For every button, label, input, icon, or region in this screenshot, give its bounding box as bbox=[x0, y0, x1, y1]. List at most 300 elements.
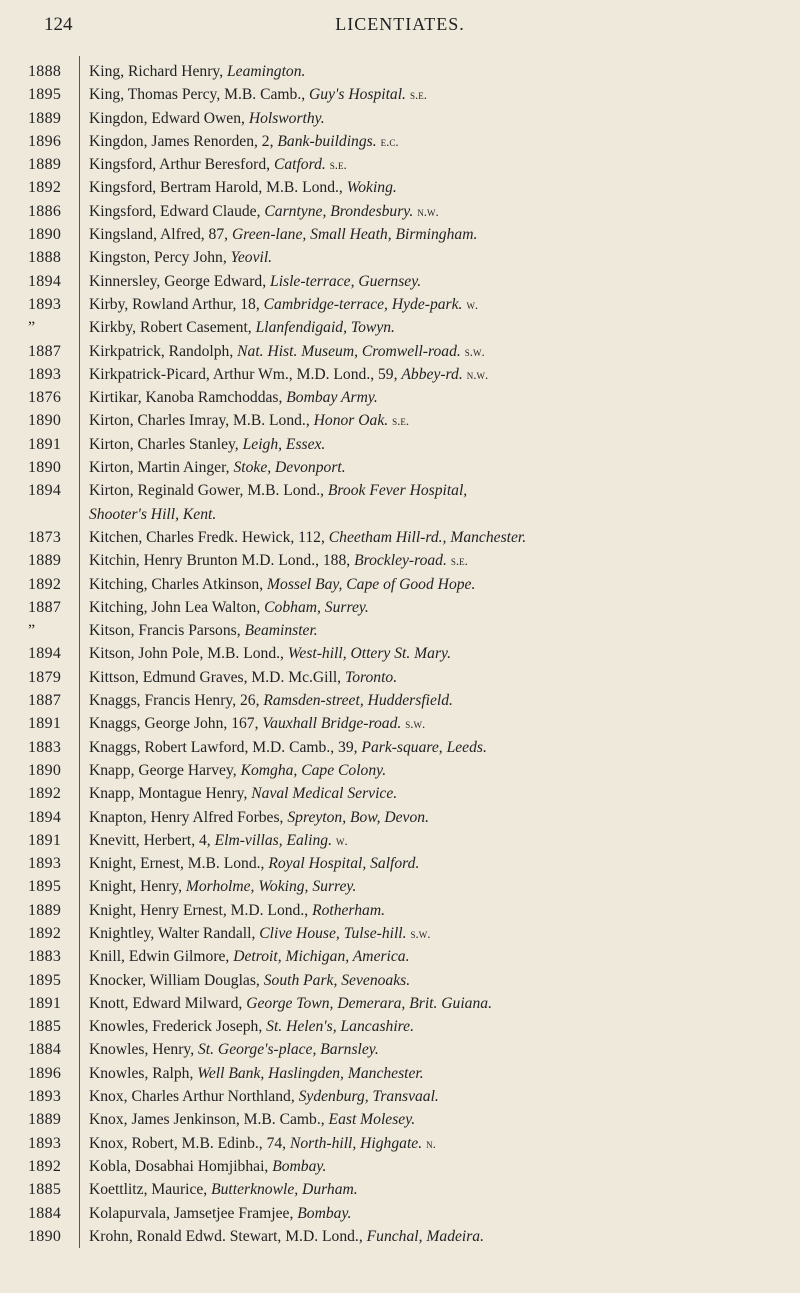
list-item bbox=[0, 1225, 800, 1248]
entry-text bbox=[89, 1202, 779, 1225]
list-item bbox=[0, 363, 800, 386]
entry-year: 1892 bbox=[28, 924, 62, 942]
entry-name: Kittson, Edmund Graves, M.D. Mc.Gill, bbox=[89, 668, 345, 686]
page-number: 124 bbox=[44, 14, 73, 35]
entry-text bbox=[89, 736, 779, 759]
entry-year-cell bbox=[0, 1038, 72, 1061]
entry-place: Stoke, Devonport. bbox=[233, 459, 346, 477]
entry-year: 1892 bbox=[28, 575, 62, 593]
entry-place: Toronto. bbox=[344, 668, 398, 686]
entry-name: Knaggs, Francis Henry, 26, bbox=[89, 692, 264, 710]
entry-year-cell bbox=[0, 759, 72, 782]
list-item bbox=[0, 875, 800, 898]
entry-district: e.c. bbox=[380, 133, 399, 149]
entry-text bbox=[89, 712, 779, 735]
entry-place: Butterknowle, Durham. bbox=[211, 1181, 358, 1199]
entry-text bbox=[89, 270, 779, 293]
entry-district: w. bbox=[335, 832, 348, 848]
list-item bbox=[0, 922, 800, 945]
list-item bbox=[0, 573, 800, 596]
entry-text bbox=[89, 316, 779, 339]
entry-year: 1889 bbox=[28, 901, 62, 919]
entry-year: 1895 bbox=[28, 971, 62, 989]
entry-text bbox=[89, 107, 779, 130]
entry-place: Woking. bbox=[346, 179, 397, 197]
list-item bbox=[0, 223, 800, 246]
entry-name: Knill, Edwin Gilmore, bbox=[89, 948, 234, 966]
entry-place: Park-square, Leeds. bbox=[361, 738, 487, 756]
entry-year-cell bbox=[0, 363, 72, 386]
entry-year-cell bbox=[0, 409, 72, 432]
entry-year: 1879 bbox=[28, 668, 62, 686]
entry-year: 1889 bbox=[28, 1111, 62, 1129]
entry-district: s.e. bbox=[450, 553, 468, 569]
entry-year-cell bbox=[0, 712, 72, 735]
entry-name: Knott, Edward Milward, bbox=[89, 994, 247, 1012]
entry-text bbox=[89, 759, 779, 782]
entry-year: 1891 bbox=[28, 831, 62, 849]
entry-place: Well Bank, Haslingden, Manchester. bbox=[197, 1064, 424, 1082]
entry-year: 1896 bbox=[28, 1064, 62, 1082]
entry-name: Kirton, Martin Ainger, bbox=[89, 459, 234, 477]
entry-name: Knapp, Montague Henry, bbox=[89, 785, 252, 803]
list-item bbox=[0, 992, 800, 1015]
entry-year-cell bbox=[0, 293, 72, 316]
entry-year-cell bbox=[0, 1132, 72, 1155]
entry-place: Detroit, Michigan, America. bbox=[233, 948, 410, 966]
running-title: LICENTIATES. bbox=[335, 14, 465, 34]
entry-name: Kirton, Charles Stanley, bbox=[89, 435, 243, 453]
entry-place: North-hill, Highgate. bbox=[289, 1134, 423, 1152]
entry-text bbox=[89, 409, 779, 432]
entry-year-cell bbox=[0, 60, 72, 83]
entry-district: s.e. bbox=[409, 87, 427, 103]
entry-name: Knowles, Henry, bbox=[89, 1041, 198, 1059]
list-item bbox=[0, 852, 800, 875]
entry-text bbox=[89, 899, 779, 922]
entry-name: Knaggs, George John, 167, bbox=[89, 715, 263, 733]
entry-name: Kingsland, Alfred, 87, bbox=[89, 226, 232, 244]
entry-district: w. bbox=[466, 296, 479, 312]
entry-year-cell bbox=[0, 130, 72, 153]
entry-year-cell bbox=[0, 852, 72, 875]
entry-year-cell bbox=[0, 83, 72, 106]
entry-year-cell bbox=[0, 782, 72, 805]
entry-text bbox=[89, 689, 779, 712]
entry-text bbox=[89, 1085, 779, 1108]
list-item bbox=[0, 1202, 800, 1225]
entry-text bbox=[89, 293, 779, 316]
entry-district: s.e. bbox=[392, 413, 410, 429]
entry-year-cell bbox=[0, 479, 72, 502]
entry-year: 1883 bbox=[28, 948, 62, 966]
entry-year-cell bbox=[0, 153, 72, 176]
entry-year-cell bbox=[0, 875, 72, 898]
list-item bbox=[0, 1132, 800, 1155]
entry-place: Leigh, Essex. bbox=[242, 435, 326, 453]
entry-year: 1893 bbox=[28, 1088, 62, 1106]
entry-district: s.w. bbox=[405, 716, 426, 732]
entry-place: Holsworthy. bbox=[248, 109, 325, 127]
entry-year: 1894 bbox=[28, 808, 62, 826]
entry-year: 1889 bbox=[28, 109, 62, 127]
entry-text bbox=[89, 852, 779, 875]
entry-year: 1893 bbox=[28, 295, 62, 313]
entry-year: 1887 bbox=[28, 342, 62, 360]
list-item bbox=[0, 246, 800, 269]
list-item bbox=[0, 829, 800, 852]
list-item bbox=[0, 456, 800, 479]
entry-text bbox=[89, 782, 779, 805]
entry-year: 1889 bbox=[28, 156, 62, 174]
entry-place: Cheetham Hill-rd., Manchester. bbox=[328, 528, 527, 546]
list-item bbox=[0, 666, 800, 689]
list-item bbox=[0, 1155, 800, 1178]
list-item bbox=[0, 1015, 800, 1038]
list-item bbox=[0, 130, 800, 153]
list-item bbox=[0, 433, 800, 456]
entry-text bbox=[89, 829, 779, 852]
list-item bbox=[0, 270, 800, 293]
list-item bbox=[0, 549, 800, 572]
entry-name: Kingsford, Bertram Harold, M.B. Lond., bbox=[89, 179, 347, 197]
list-item bbox=[0, 899, 800, 922]
entry-district: n.w. bbox=[466, 366, 489, 382]
list-item bbox=[0, 1062, 800, 1085]
entry-year-cell bbox=[0, 386, 72, 409]
entry-year: 1895 bbox=[28, 878, 62, 896]
list-item bbox=[0, 60, 800, 83]
list-item bbox=[0, 596, 800, 619]
entry-text bbox=[89, 642, 779, 665]
list-item bbox=[0, 969, 800, 992]
list-item bbox=[0, 316, 800, 339]
entry-district: n.w. bbox=[417, 203, 439, 219]
entry-place: Bank-buildings. bbox=[277, 132, 377, 150]
entry-year-cell bbox=[0, 1155, 72, 1178]
entry-name: Koettlitz, Maurice, bbox=[89, 1181, 212, 1199]
entry-year: 1888 bbox=[28, 63, 62, 80]
entry-year-cell bbox=[0, 596, 72, 619]
entry-year-cell bbox=[0, 1015, 72, 1038]
entry-text bbox=[89, 549, 779, 572]
entry-place: Green-lane, Small Heath, Birmingham. bbox=[231, 226, 478, 244]
entry-place-continued: Shooter's Hill, Kent. bbox=[89, 505, 217, 523]
entry-year-cell bbox=[0, 316, 72, 339]
entry-place: Beaminster. bbox=[244, 622, 318, 640]
entry-year-cell bbox=[0, 1062, 72, 1085]
list-item bbox=[0, 689, 800, 712]
entry-year-cell bbox=[0, 806, 72, 829]
entry-text bbox=[89, 945, 779, 968]
list-item bbox=[0, 642, 800, 665]
entry-name: Knocker, William Douglas, bbox=[89, 971, 264, 989]
entry-name: Knight, Ernest, M.B. Lond., bbox=[89, 855, 269, 873]
entry-text bbox=[89, 340, 779, 363]
entry-year-cell bbox=[0, 1225, 72, 1248]
list-item bbox=[0, 107, 800, 130]
entry-name: Krohn, Ronald Edwd. Stewart, M.D. Lond., bbox=[89, 1227, 367, 1245]
entry-year: ” bbox=[28, 622, 36, 640]
entry-place: Bombay Army. bbox=[286, 389, 378, 407]
entry-text bbox=[89, 153, 779, 176]
list-item bbox=[0, 200, 800, 223]
entry-year: 1890 bbox=[28, 459, 62, 477]
list-item bbox=[0, 619, 800, 642]
list-item bbox=[0, 782, 800, 805]
entry-place: Catford. bbox=[273, 156, 326, 174]
entry-name: Knight, Henry Ernest, M.D. Lond., bbox=[89, 901, 313, 919]
entry-year: 1884 bbox=[28, 1041, 62, 1059]
entry-place: Morholme, Woking, Surrey. bbox=[185, 878, 357, 896]
entry-place: Mossel Bay, Cape of Good Hope. bbox=[267, 575, 476, 593]
entry-year: 1893 bbox=[28, 1134, 62, 1152]
entry-year: 1894 bbox=[28, 645, 62, 663]
entry-year-cell bbox=[0, 1085, 72, 1108]
list-item bbox=[0, 83, 800, 106]
entry-year: 1893 bbox=[28, 365, 62, 383]
entry-name: Knapp, George Harvey, bbox=[89, 761, 241, 779]
entry-place: Elm-villas, Ealing. bbox=[214, 831, 332, 849]
entry-place: Cambridge-terrace, Hyde-park. bbox=[263, 295, 463, 313]
list-item bbox=[0, 176, 800, 199]
entry-text bbox=[89, 130, 779, 153]
entry-place: Yeovil. bbox=[230, 249, 273, 267]
entry-name: Kitchen, Charles Fredk. Hewick, 112, bbox=[89, 528, 329, 546]
entry-year: 1890 bbox=[28, 761, 62, 779]
entry-year: 1891 bbox=[28, 435, 62, 453]
entry-year-cell bbox=[0, 1108, 72, 1131]
entry-name: Knight, Henry, bbox=[89, 878, 186, 896]
entry-year: 1890 bbox=[28, 1227, 62, 1245]
entry-year: 1896 bbox=[28, 132, 62, 150]
entry-name: Knaggs, Robert Lawford, M.D. Camb., 39, bbox=[89, 738, 362, 756]
entry-place: Carntyne, Brondesbury. bbox=[264, 202, 414, 220]
entry-district: s.w. bbox=[464, 343, 485, 359]
entry-year: 1891 bbox=[28, 994, 62, 1012]
entry-year-cell bbox=[0, 223, 72, 246]
entry-name: Kitson, Francis Parsons, bbox=[89, 622, 245, 640]
entry-place: Brockley-road. bbox=[354, 552, 447, 570]
entry-place: St. Helen's, Lancashire. bbox=[266, 1018, 414, 1036]
entry-year: 1884 bbox=[28, 1204, 62, 1222]
entry-name: Kirtikar, Kanoba Ramchoddas, bbox=[89, 389, 287, 407]
entry-place: Bombay. bbox=[272, 1157, 327, 1175]
entry-name: Kingsford, Edward Claude, bbox=[89, 202, 265, 220]
entry-year: 1893 bbox=[28, 855, 62, 873]
entry-place: St. George's-place, Barnsley. bbox=[198, 1041, 379, 1059]
entry-name: Knevitt, Herbert, 4, bbox=[89, 831, 215, 849]
entry-year-cell bbox=[0, 340, 72, 363]
entry-year-cell bbox=[0, 270, 72, 293]
entry-name: Kingdon, James Renorden, 2, bbox=[89, 132, 278, 150]
entry-text bbox=[89, 922, 779, 945]
entry-list bbox=[0, 60, 800, 1248]
entry-text bbox=[89, 246, 779, 269]
entry-name: Kingston, Percy John, bbox=[89, 249, 231, 267]
entry-place: George Town, Demerara, Brit. Guiana. bbox=[246, 994, 492, 1012]
entry-year: 1873 bbox=[28, 528, 62, 546]
entry-text bbox=[89, 200, 779, 223]
entry-year: 1895 bbox=[28, 86, 62, 104]
entry-name: Knapton, Henry Alfred Forbes, bbox=[89, 808, 288, 826]
entry-place: Spreyton, Bow, Devon. bbox=[287, 808, 429, 826]
entry-year-cell bbox=[0, 246, 72, 269]
entry-year-cell bbox=[0, 922, 72, 945]
entry-year: ” bbox=[28, 319, 36, 337]
entry-text bbox=[89, 479, 779, 526]
entry-place: Cobham, Surrey. bbox=[264, 598, 369, 616]
entry-place: Funchal, Madeira. bbox=[366, 1227, 485, 1245]
entry-year: 1891 bbox=[28, 715, 62, 733]
list-item bbox=[0, 526, 800, 549]
entry-year-cell bbox=[0, 992, 72, 1015]
entry-text bbox=[89, 1225, 779, 1248]
entry-text bbox=[89, 1108, 779, 1131]
entry-district: s.e. bbox=[329, 157, 347, 173]
entry-year-cell bbox=[0, 945, 72, 968]
entry-name: Kinnersley, George Edward, bbox=[89, 272, 271, 290]
entry-place: South Park, Sevenoaks. bbox=[263, 971, 411, 989]
entry-text bbox=[89, 596, 779, 619]
entry-place: Lisle-terrace, Guernsey. bbox=[270, 272, 422, 290]
entry-year-cell bbox=[0, 456, 72, 479]
entry-text bbox=[89, 619, 779, 642]
entry-place: Vauxhall Bridge-road. bbox=[262, 715, 402, 733]
list-item bbox=[0, 1038, 800, 1061]
entry-text bbox=[89, 1038, 779, 1061]
entry-year-cell bbox=[0, 666, 72, 689]
entry-year-cell bbox=[0, 969, 72, 992]
entry-place: West-hill, Ottery St. Mary. bbox=[287, 645, 451, 663]
entry-name: Kitching, Charles Atkinson, bbox=[89, 575, 268, 593]
list-item bbox=[0, 293, 800, 316]
list-item bbox=[0, 945, 800, 968]
entry-place: Komgha, Cape Colony. bbox=[240, 761, 387, 779]
list-item bbox=[0, 712, 800, 735]
entry-place: Leamington. bbox=[227, 63, 306, 80]
entry-name: King, Thomas Percy, M.B. Camb., bbox=[89, 86, 310, 104]
entry-name: Knox, Robert, M.B. Edinb., 74, bbox=[89, 1134, 290, 1152]
entry-name: Kirby, Rowland Arthur, 18, bbox=[89, 295, 264, 313]
entry-name: Knowles, Frederick Joseph, bbox=[89, 1018, 267, 1036]
entry-text bbox=[89, 526, 779, 549]
entry-place: Rotherham. bbox=[312, 901, 385, 919]
entry-year-cell bbox=[0, 899, 72, 922]
entry-name: Kirkpatrick, Randolph, bbox=[89, 342, 238, 360]
entry-place: Ramsden-street, Huddersfield. bbox=[263, 692, 453, 710]
entry-year: 1883 bbox=[28, 738, 62, 756]
page-header bbox=[0, 14, 800, 38]
entry-text bbox=[89, 969, 779, 992]
entry-name: Kitson, John Pole, M.B. Lond., bbox=[89, 645, 288, 663]
entry-year: 1892 bbox=[28, 785, 62, 803]
list-item bbox=[0, 479, 800, 526]
entry-name: Knightley, Walter Randall, bbox=[89, 924, 260, 942]
entry-year: 1890 bbox=[28, 412, 62, 430]
entry-year: 1892 bbox=[28, 179, 62, 197]
list-item bbox=[0, 806, 800, 829]
entry-name: Kolapurvala, Jamsetjee Framjee, bbox=[89, 1204, 298, 1222]
entry-year-cell bbox=[0, 176, 72, 199]
entry-place: Naval Medical Service. bbox=[251, 785, 398, 803]
entry-text bbox=[89, 806, 779, 829]
entry-name: Kirton, Charles Imray, M.B. Lond., bbox=[89, 412, 314, 430]
list-item bbox=[0, 1108, 800, 1131]
entry-year-cell bbox=[0, 107, 72, 130]
entry-text bbox=[89, 1178, 779, 1201]
entry-place: Brook Fever Hospital, bbox=[327, 482, 468, 500]
entry-text bbox=[89, 573, 779, 596]
list-item bbox=[0, 736, 800, 759]
entry-name: Knowles, Ralph, bbox=[89, 1064, 198, 1082]
entry-year: 1876 bbox=[28, 389, 62, 407]
entry-year: 1889 bbox=[28, 552, 62, 570]
entry-year-cell bbox=[0, 619, 72, 642]
entry-year-cell bbox=[0, 549, 72, 572]
entry-year-cell bbox=[0, 689, 72, 712]
entry-year-cell bbox=[0, 642, 72, 665]
entry-year-cell bbox=[0, 736, 72, 759]
entry-place: Honor Oak. bbox=[313, 412, 389, 430]
list-item bbox=[0, 409, 800, 432]
entry-year: 1886 bbox=[28, 202, 62, 220]
entry-name: Knox, James Jenkinson, M.B. Camb., bbox=[89, 1111, 329, 1129]
entry-year: 1894 bbox=[28, 272, 62, 290]
entry-year: 1887 bbox=[28, 692, 62, 710]
entry-place: Llanfendigaid, Towyn. bbox=[255, 319, 395, 337]
entry-place: Sydenburg, Transvaal. bbox=[298, 1088, 439, 1106]
entry-year: 1892 bbox=[28, 1157, 62, 1175]
entry-name: Kirkby, Robert Casement, bbox=[89, 319, 256, 337]
entry-text bbox=[89, 1062, 779, 1085]
entry-name: Kitchin, Henry Brunton M.D. Lond., 188, bbox=[89, 552, 355, 570]
entry-year: 1887 bbox=[28, 598, 62, 616]
entry-text bbox=[89, 1132, 779, 1155]
entry-text bbox=[89, 433, 779, 456]
entry-name: Kobla, Dosabhai Homjibhai, bbox=[89, 1157, 273, 1175]
entry-year-cell bbox=[0, 433, 72, 456]
entry-place: Guy's Hospital. bbox=[309, 86, 406, 104]
entry-text bbox=[89, 992, 779, 1015]
list-item bbox=[0, 759, 800, 782]
entry-text bbox=[89, 176, 779, 199]
entry-text bbox=[89, 60, 779, 83]
entry-name: Kirkpatrick-Picard, Arthur Wm., M.D. Lond., 59, bbox=[89, 365, 402, 383]
list-item bbox=[0, 1085, 800, 1108]
list-item bbox=[0, 1178, 800, 1201]
entry-place: Abbey-rd. bbox=[401, 365, 463, 383]
entry-year-cell bbox=[0, 573, 72, 596]
entry-place: Nat. Hist. Museum, Cromwell-road. bbox=[237, 342, 461, 360]
entry-name: Kirton, Reginald Gower, M.B. Lond., bbox=[89, 482, 328, 500]
list-item bbox=[0, 153, 800, 176]
entry-text bbox=[89, 456, 779, 479]
entry-name: Kitching, John Lea Walton, bbox=[89, 598, 265, 616]
entry-place: Clive House, Tulse-hill. bbox=[259, 924, 407, 942]
entry-year-cell bbox=[0, 1202, 72, 1225]
entry-place: Royal Hospital, Salford. bbox=[268, 855, 420, 873]
entry-text bbox=[89, 1155, 779, 1178]
entry-year: 1885 bbox=[28, 1181, 62, 1199]
entry-place: Bombay. bbox=[297, 1204, 352, 1222]
entry-name: King, Richard Henry, bbox=[89, 63, 227, 80]
entry-text bbox=[89, 386, 779, 409]
entry-text bbox=[89, 83, 779, 106]
entry-text bbox=[89, 363, 779, 386]
entry-text bbox=[89, 1015, 779, 1038]
entry-year: 1885 bbox=[28, 1018, 62, 1036]
